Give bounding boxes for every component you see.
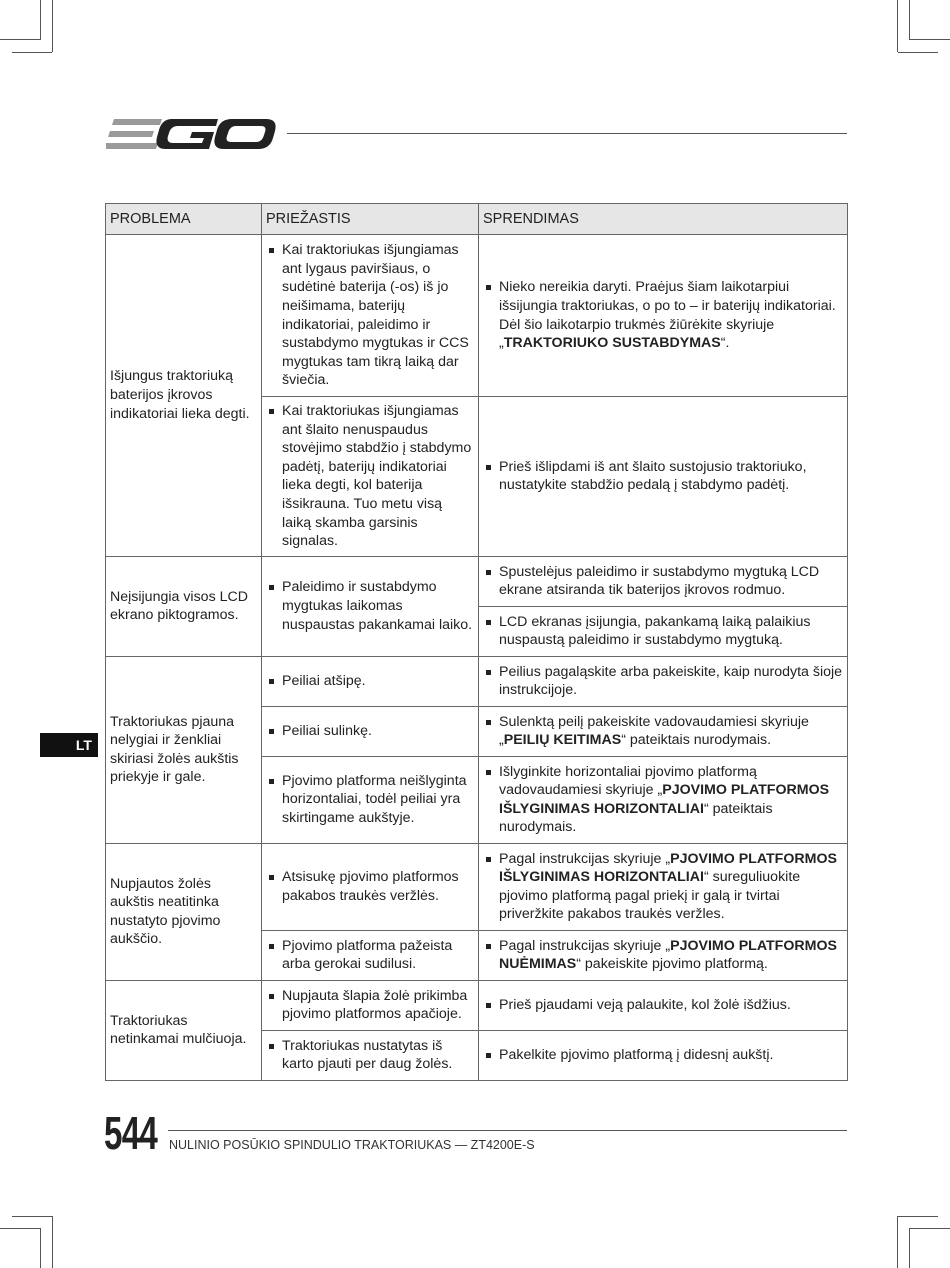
crop-mark xyxy=(52,0,53,52)
crop-mark xyxy=(40,0,41,40)
header-solution: SPRENDIMAS xyxy=(479,204,848,235)
cause-cell xyxy=(262,980,479,1030)
solution-text: Pagal instrukcijas skyriuje „PJOVIMO PLATFORMOS NUĖMIMAS“ pakeiskite pjovimo platformą. xyxy=(483,937,844,974)
table-row xyxy=(106,235,848,397)
solution-text: Peilius pagaląskite arba pakeiskite, kaip nurodyta šioje instrukcijoje. xyxy=(483,663,844,700)
cause-cell xyxy=(262,397,479,557)
solution-cell xyxy=(479,397,848,557)
problem-cell: Nupjautos žolės aukštis neatitinka nustatyto pjovimo aukščio. xyxy=(106,843,262,980)
solution-text: Nieko nereikia daryti. Praėjus šiam laikotarpiui išsijungia traktoriukas, o po to – ir baterijų indikatoriai. Dėl šio laikotarpio trukmės žiūrėkite skyriuje „TRAKTORIUKO SUSTABDYMAS“. xyxy=(483,278,844,352)
crop-mark xyxy=(0,39,40,40)
troubleshooting-table xyxy=(105,203,848,1081)
table-row xyxy=(106,980,848,1030)
solution-cell xyxy=(479,756,848,843)
cause-text: Kai traktoriukas išjungiamas ant šlaito nenuspaudus stovėjimo stabdžio į stabdymo padėtį, baterijų indikatoriai lieka degti, kol baterija išsikrauna. Tuo metu visą laiką skamba garsinis signalas. xyxy=(266,402,475,551)
solution-cell xyxy=(479,606,848,656)
solution-cell xyxy=(479,843,848,930)
crop-mark xyxy=(52,1216,53,1268)
solution-text: Pagal instrukcijas skyriuje „PJOVIMO PLATFORMOS IŠLYGINIMAS HORIZONTALIAI“ sureguliuokite pjovimo platformą pagal priekį ir galą ir tvirtai priveržkite pakabos traukės veržles. xyxy=(483,850,844,924)
crop-mark xyxy=(909,0,910,40)
cause-text: Atsisukę pjovimo platformos pakabos traukės veržlės. xyxy=(266,868,475,905)
crop-mark xyxy=(898,52,938,53)
footer-title: NULINIO POSŪKIO SPINDULIO TRAKTORIUKAS — ZT4200E-S xyxy=(169,1138,535,1152)
crop-mark xyxy=(897,1216,898,1268)
cause-text: Pjovimo platforma pažeista arba gerokai sudilusi. xyxy=(266,937,475,974)
crop-mark xyxy=(12,52,52,53)
solution-text: Prieš išlipdami iš ant šlaito sustojusio traktoriuko, nustatykite stabdžio pedalą į stabdymo padėtį. xyxy=(483,458,844,495)
solution-cell xyxy=(479,706,848,756)
ego-logo xyxy=(106,114,278,154)
solution-text: Sulenktą peilį pakeiskite vadovaudamiesi skyriuje „PEILIŲ KEITIMAS“ pateiktais nurodymais. xyxy=(483,713,844,750)
crop-mark xyxy=(12,1216,52,1217)
cause-cell xyxy=(262,930,479,980)
solution-cell xyxy=(479,1030,848,1080)
solution-cell xyxy=(479,980,848,1030)
solution-cell xyxy=(479,235,848,397)
table-header-row xyxy=(106,204,848,235)
cause-text: Kai traktoriukas išjungiamas ant lygaus paviršiaus, o sudėtinė baterija (-os) iš jo neišimama, baterijų indikatoriai, paleidimo ir sustabdymo mygtukas ir CCS mygtukas tam tikrą laiką dar šviečia. xyxy=(266,241,475,390)
cause-cell xyxy=(262,556,479,656)
cause-cell xyxy=(262,235,479,397)
problem-cell: Išjungus traktoriuką baterijos įkrovos indikatoriai lieka degti. xyxy=(106,235,262,557)
header-cause: PRIEŽASTIS xyxy=(262,204,479,235)
header-rule xyxy=(287,133,847,134)
crop-mark xyxy=(898,1216,938,1217)
crop-mark xyxy=(910,39,950,40)
crop-mark xyxy=(0,1228,40,1229)
page-number: 544 xyxy=(104,1107,158,1159)
cause-text: Paleidimo ir sustabdymo mygtukas laikomas nuspaustas pakankamai laiko. xyxy=(266,578,475,634)
cause-text: Traktoriukas nustatytas iš karto pjauti per daug žolės. xyxy=(266,1037,475,1074)
crop-mark xyxy=(897,0,898,52)
cause-text: Peiliai atšipę. xyxy=(266,672,475,691)
cause-text: Nupjauta šlapia žolė prikimba pjovimo platformos apačioje. xyxy=(266,987,475,1024)
footer-rule xyxy=(168,1130,847,1131)
cause-cell xyxy=(262,843,479,930)
solution-cell xyxy=(479,930,848,980)
crop-mark xyxy=(909,1228,910,1268)
problem-cell: Neįsijungia visos LCD ekrano piktogramos. xyxy=(106,556,262,656)
solution-text: Prieš pjaudami veją palaukite, kol žolė išdžius. xyxy=(483,996,844,1015)
table-row xyxy=(106,656,848,706)
cause-cell xyxy=(262,656,479,706)
cause-cell xyxy=(262,1030,479,1080)
cause-text: Pjovimo platforma neišlyginta horizontaliai, todėl peiliai yra skirtingame aukštyje. xyxy=(266,772,475,828)
cause-cell xyxy=(262,706,479,756)
solution-text: LCD ekranas įsijungia, pakankamą laiką palaikius nuspaustą paleidimo ir sustabdymo mygtuką. xyxy=(483,613,844,650)
solution-text: Pakelkite pjovimo platformą į didesnį aukštį. xyxy=(483,1046,844,1065)
solution-text: Spustelėjus paleidimo ir sustabdymo mygtuką LCD ekrane atsiranda tik baterijos įkrovos rodmuo. xyxy=(483,563,844,600)
language-tab: LT xyxy=(40,733,98,757)
solution-cell xyxy=(479,556,848,606)
cause-cell xyxy=(262,756,479,843)
solution-cell xyxy=(479,656,848,706)
table-row xyxy=(106,843,848,930)
cause-text: Peiliai sulinkę. xyxy=(266,722,475,741)
crop-mark xyxy=(40,1228,41,1268)
table-row xyxy=(106,556,848,606)
problem-cell: Traktoriukas pjauna nelygiai ir ženkliai skiriasi žolės aukštis priekyje ir gale. xyxy=(106,656,262,843)
problem-cell: Traktoriukas netinkamai mulčiuoja. xyxy=(106,980,262,1080)
crop-mark xyxy=(910,1228,950,1229)
solution-text: Išlyginkite horizontaliai pjovimo platformą vadovaudamiesi skyriuje „PJOVIMO PLATFORMOS IŠLYGINIMAS HORIZONTALIAI“ pateiktais nurodymais. xyxy=(483,763,844,837)
header-problem: PROBLEMA xyxy=(106,204,262,235)
